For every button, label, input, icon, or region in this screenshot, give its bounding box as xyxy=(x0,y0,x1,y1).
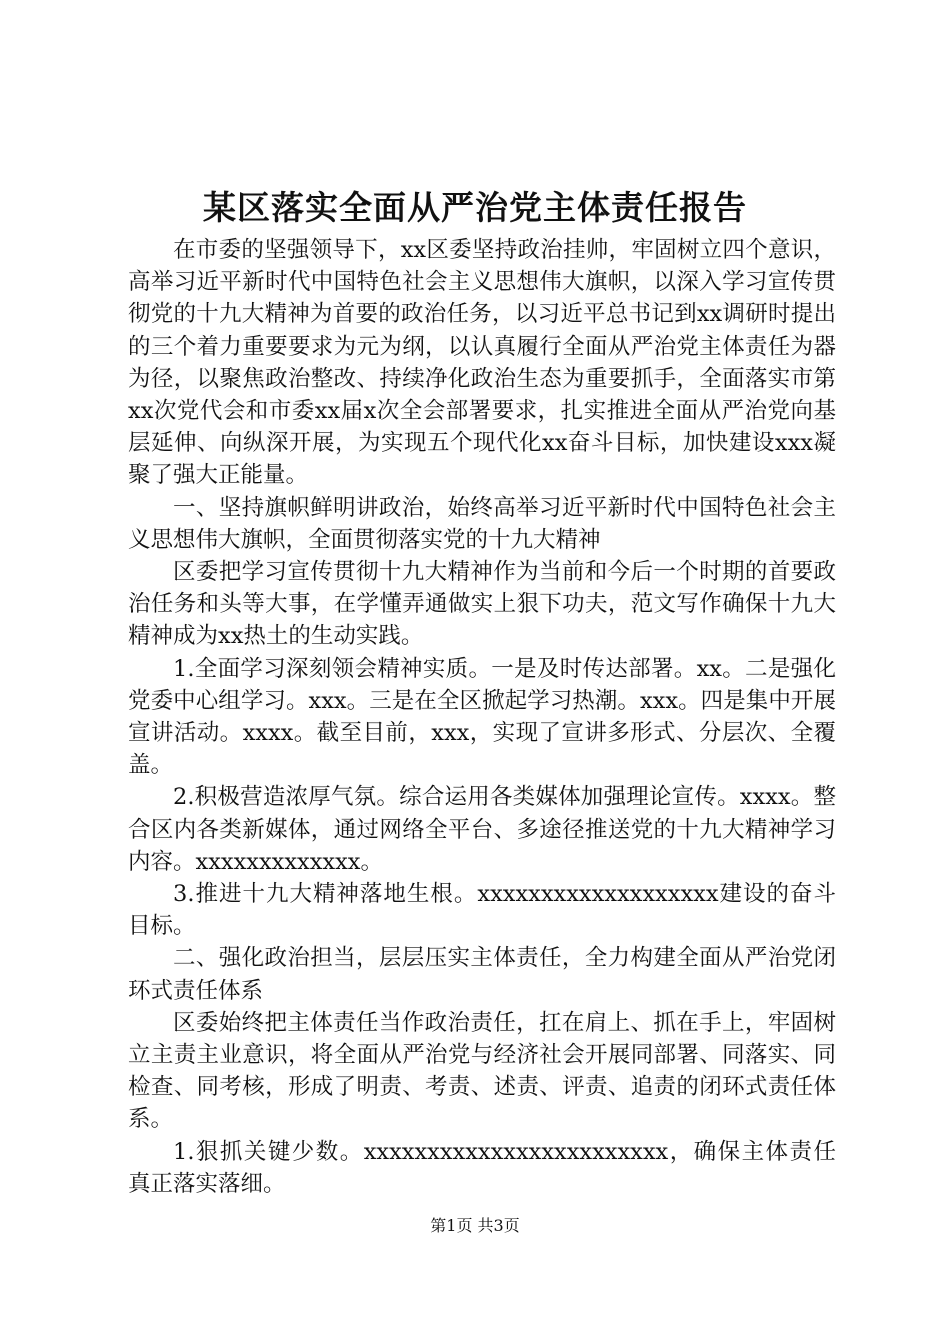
paragraph: 区委始终把主体责任当作政治责任，扛在肩上、抓在手上，牢固树立主责主业意识，将全面从严治党与经济社会开展同部署、同落实、同检查、同考核，形成了明责、考责、述责、评责、追责的闭环式责任体系。 xyxy=(128,1009,836,1133)
document-title: 某区落实全面从严治党主体责任报告 xyxy=(203,188,747,227)
list-item: 1.全面学习深刻领会精神实质。一是及时传达部署。xx。二是强化党委中心组学习。xxx。三是在全区掀起学习热潮。xxx。四是集中开展宣讲活动。xxxx。截至目前，xxx，实现了宣讲多形式、分层次、全覆盖。 xyxy=(128,655,836,779)
paragraph-intro: 在市委的坚强领导下，xx区委坚持政治挂帅，牢固树立四个意识，高举习近平新时代中国特色社会主义思想伟大旗帜，以深入学习宣传贯彻党的十九大精神为首要的政治任务，以习近平总书记到xx调研时提出的三个着力重要要求为元为纲，以认真履行全面从严治党主体责任为器为径，以聚焦政治整改、持续净化政治生态为重要抓手，全面落实市第xx次党代会和市委xx届x次全会部署要求，扎实推进全面从严治党向基层延伸、向纵深开展，为实现五个现代化xx奋斗目标，加快建设xxx凝聚了强大正能量。 xyxy=(128,237,836,489)
section-heading-2: 二、强化政治担当，层层压实主体责任，全力构建全面从严治党闭环式责任体系 xyxy=(128,945,836,1004)
page-number: 第1页 共3页 xyxy=(430,1216,520,1235)
paragraph: 区委把学习宣传贯彻十九大精神作为当前和今后一个时期的首要政治任务和头等大事，在学懂弄通做实上狠下功夫，范文写作确保十九大精神成为xx热土的生动实践。 xyxy=(128,559,836,650)
list-item: 1.狠抓关键少数。xxxxxxxxxxxxxxxxxxxxxxxx，确保主体责任真正落实落细。 xyxy=(128,1138,836,1197)
list-item: 3.推进十九大精神落地生根。xxxxxxxxxxxxxxxxxxx建设的奋斗目标。 xyxy=(128,881,836,940)
list-item: 2.积极营造浓厚气氛。综合运用各类媒体加强理论宣传。xxxx。整合区内各类新媒体，通过网络全平台、多途径推送党的十九大精神学习内容。xxxxxxxxxxxxx。 xyxy=(128,784,836,875)
section-heading-1: 一、坚持旗帜鲜明讲政治，始终高举习近平新时代中国特色社会主义思想伟大旗帜，全面贯彻落实党的十九大精神 xyxy=(128,494,836,553)
document-body xyxy=(128,234,836,1200)
